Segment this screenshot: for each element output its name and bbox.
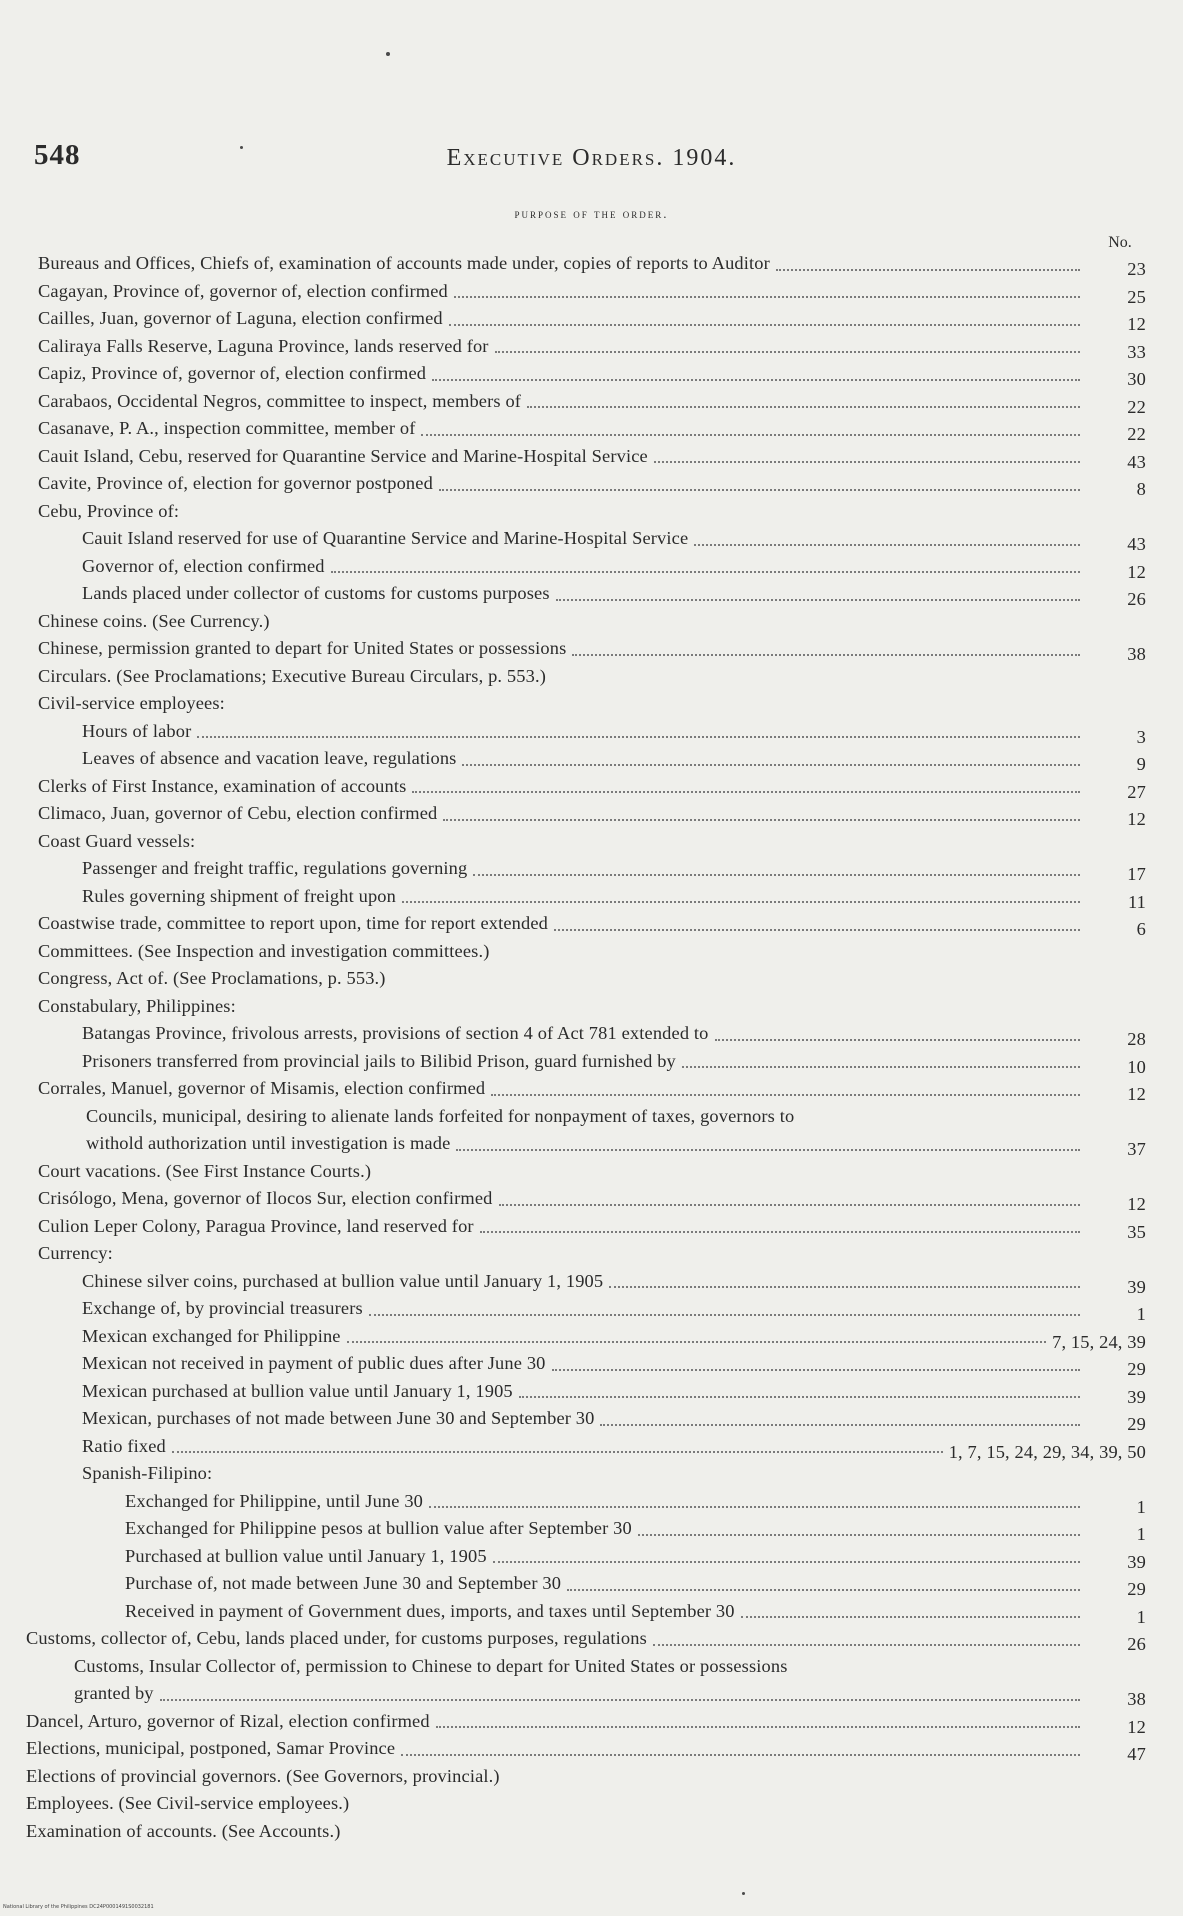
library-credit: National Library of the Philippines DC24P0001491S0032181 [3, 1904, 154, 1910]
leader-dots [454, 296, 1080, 298]
index-entry [26, 855, 1146, 883]
leader-dots [715, 1039, 1080, 1041]
entry-text: Lands placed under collector of customs for customs purposes [82, 583, 550, 603]
entry-text: Exchange of, by provincial treasurers [82, 1298, 363, 1318]
entry-order-number: 12 [1127, 561, 1146, 582]
entry-text: Prisoners transferred from provincial jails to Bilibid Prison, guard furnished by [82, 1050, 676, 1071]
leader-dots [402, 901, 1080, 903]
entry-text: Exchanged for Philippine pesos at bullion value after September 30 [125, 1518, 632, 1538]
leader-dots [519, 1396, 1080, 1398]
index-entry [26, 1515, 1146, 1543]
leader-dots [347, 1341, 1046, 1343]
index-entry [26, 250, 1146, 278]
entry-order-number: 10 [1127, 1056, 1146, 1077]
index-entry [26, 388, 1146, 416]
entry-text: Court vacations. (See First Instance Courts.) [38, 1160, 372, 1181]
leader-dots [741, 1616, 1080, 1618]
index-entry [26, 718, 1146, 746]
index-entry [26, 333, 1146, 361]
leader-dots [456, 1149, 1080, 1151]
entry-order-number: 43 [1127, 534, 1146, 554]
entry-text: Rules governing shipment of freight upon [82, 885, 396, 906]
entry-text: Mexican, purchases of not made between June 30 and September 30 [82, 1408, 595, 1428]
entry-order-number: 1 [1136, 1606, 1146, 1627]
entry-continuation: withold authorization until investigation is made [86, 1133, 451, 1153]
index-entry [26, 1653, 1146, 1708]
entry-order-number: 12 [1127, 809, 1146, 829]
index-entry [26, 1763, 1146, 1791]
index-entry [26, 883, 1146, 911]
leader-dots [527, 406, 1080, 408]
entry-order-number: 1, 7, 15, 24, 29, 34, 39, 50 [948, 1441, 1146, 1462]
entry-text: Congress, Act of. (See Proclamations, p. 553.) [38, 968, 386, 988]
entry-text: Customs, Insular Collector of, permission to Chinese to depart for United States or possessions [74, 1655, 788, 1676]
leader-dots [638, 1534, 1080, 1536]
leader-dots [401, 1754, 1080, 1756]
leader-dots [493, 1561, 1080, 1563]
entry-order-number: 22 [1127, 424, 1146, 444]
index-entry [26, 1103, 1146, 1158]
index-entry [26, 1405, 1146, 1433]
index-entry [26, 800, 1146, 828]
entry-text: Received in payment of Government dues, imports, and taxes until September 30 [125, 1600, 735, 1621]
leader-dots [449, 324, 1080, 326]
entry-text: Dancel, Arturo, governor of Rizal, election confirmed [26, 1710, 430, 1731]
entry-text: Cavite, Province of, election for governor postponed [38, 473, 433, 493]
index-entry [26, 1735, 1146, 1763]
leader-dots [572, 654, 1080, 656]
index-entry [26, 1790, 1146, 1818]
entry-text: Exchanged for Philippine, until June 30 [125, 1490, 424, 1511]
index-entry [26, 470, 1146, 498]
entry-order-number: 7, 15, 24, 39 [1052, 1331, 1146, 1352]
entry-text: Committees. (See Inspection and investigation committees.) [38, 940, 490, 961]
leader-dots [462, 764, 1080, 766]
entry-text: Civil-service employees: [38, 693, 225, 713]
entry-order-number: 29 [1127, 1579, 1146, 1599]
index-entry [26, 993, 1146, 1021]
leader-dots [495, 351, 1080, 353]
entry-text: Constabulary, Philippines: [38, 995, 236, 1016]
index-entry [26, 1268, 1146, 1296]
column-label-no: No. [1108, 234, 1132, 251]
entry-text: Purchased at bullion value until January 1, 1905 [125, 1545, 487, 1566]
leader-dots [600, 1424, 1080, 1426]
entry-order-number: 22 [1127, 396, 1146, 417]
index-entry [26, 635, 1146, 663]
index-entry [26, 1075, 1146, 1103]
index-entry [26, 498, 1146, 526]
entry-text: Cailles, Juan, governor of Laguna, election confirmed [38, 308, 443, 328]
entry-order-number: 12 [1127, 1194, 1146, 1214]
leader-dots [653, 1644, 1080, 1646]
index-entry [26, 1213, 1146, 1241]
index-entry [26, 1598, 1146, 1626]
index-entry [26, 1818, 1146, 1846]
entry-order-number: 37 [1127, 1139, 1146, 1159]
entry-text: Mexican purchased at bullion value until January 1, 1905 [82, 1380, 513, 1401]
leader-dots [421, 434, 1080, 436]
index-entry [26, 1158, 1146, 1186]
entry-order-number: 17 [1127, 864, 1146, 884]
index-entry [26, 773, 1146, 801]
index-entry [26, 415, 1146, 443]
index-entry [26, 745, 1146, 773]
entry-continuation: granted by [74, 1683, 154, 1703]
entry-text: Spanish-Filipino: [82, 1463, 213, 1483]
index-entry [26, 443, 1146, 471]
entry-text: Passenger and freight traffic, regulations governing [82, 858, 468, 878]
index-entry [26, 580, 1146, 608]
index-entry [26, 525, 1146, 553]
entry-text: Corrales, Manuel, governor of Misamis, election confirmed [38, 1078, 486, 1098]
leader-dots [473, 874, 1080, 876]
entry-text: Culion Leper Colony, Paragua Province, land reserved for [38, 1215, 474, 1236]
entry-order-number: 39 [1127, 1276, 1146, 1297]
entry-order-number: 33 [1127, 341, 1146, 362]
leader-dots [197, 736, 1080, 738]
entry-text: Climaco, Juan, governor of Cebu, election confirmed [38, 803, 438, 823]
entry-text: Elections, municipal, postponed, Samar Province [26, 1738, 396, 1758]
index-entry [26, 1708, 1146, 1736]
entry-order-number: 38 [1127, 644, 1146, 664]
entry-order-number: 23 [1127, 259, 1146, 279]
leader-dots [556, 599, 1080, 601]
entry-order-number: 25 [1127, 286, 1146, 307]
entry-order-number: 30 [1127, 369, 1146, 389]
entry-text: Casanave, P. A., inspection committee, member of [38, 418, 416, 438]
index-entry [26, 690, 1146, 718]
index-entry [26, 305, 1146, 333]
entry-text: Crisólogo, Mena, governor of Ilocos Sur, election confirmed [38, 1188, 493, 1208]
bottom-speck [742, 1892, 745, 1895]
entry-text: Chinese, permission granted to depart for United States or possessions [38, 638, 567, 658]
entry-text: Batangas Province, frivolous arrests, provisions of section 4 of Act 781 extended to [82, 1023, 709, 1043]
leader-dots [552, 1369, 1080, 1371]
leader-dots [432, 379, 1080, 381]
entry-order-number: 9 [1136, 754, 1146, 774]
index-entry [26, 910, 1146, 938]
index-entry [26, 1020, 1146, 1048]
entry-text: Elections of provincial governors. (See Governors, provincial.) [26, 1765, 500, 1786]
entry-text: Mexican not received in payment of public dues after June 30 [82, 1353, 546, 1373]
entry-text: Cagayan, Province of, governor of, election confirmed [38, 280, 448, 301]
entry-order-number: 3 [1136, 726, 1146, 747]
entry-order-number: 11 [1127, 891, 1146, 912]
index-entry [26, 965, 1146, 993]
entry-text: Ratio fixed [82, 1435, 166, 1456]
leader-dots [443, 819, 1080, 821]
entry-text: Employees. (See Civil-service employees.) [26, 1793, 350, 1813]
entry-text: Leaves of absence and vacation leave, regulations [82, 748, 457, 768]
entry-text: Capiz, Province of, governor of, election confirmed [38, 363, 427, 383]
entry-order-number: 1 [1136, 1524, 1146, 1544]
entry-text: Coast Guard vessels: [38, 830, 196, 851]
entry-order-number: 12 [1127, 1084, 1146, 1104]
entry-text: Coastwise trade, committee to report upon, time for report extended [38, 913, 549, 933]
entry-order-number: 12 [1127, 1716, 1146, 1737]
leader-dots [554, 929, 1080, 931]
entry-order-number: 6 [1136, 919, 1146, 939]
page-number: 548 [34, 139, 81, 171]
entry-order-number: 8 [1136, 479, 1146, 499]
entry-text: Chinese coins. (See Currency.) [38, 610, 270, 631]
leader-dots [480, 1231, 1080, 1233]
entry-order-number: 43 [1127, 451, 1146, 472]
index-entry [26, 608, 1146, 636]
entry-text: Caliraya Falls Reserve, Laguna Province, lands reserved for [38, 335, 489, 356]
index-entry [26, 553, 1146, 581]
entry-order-number: 26 [1127, 1634, 1146, 1654]
leader-dots [776, 269, 1080, 271]
leader-dots [609, 1286, 1080, 1288]
running-title: Executive Orders. 1904. [446, 145, 737, 171]
index-entry [26, 938, 1146, 966]
index-entries [26, 250, 1146, 1845]
entry-text: Carabaos, Occidental Negros, committee to inspect, members of [38, 390, 522, 411]
index-entry [26, 1323, 1146, 1351]
index-entry [26, 360, 1146, 388]
index-entry [26, 278, 1146, 306]
entry-text: Currency: [38, 1243, 113, 1263]
leader-dots [429, 1506, 1080, 1508]
entry-text: Governor of, election confirmed [82, 555, 325, 576]
index-entry [26, 1543, 1146, 1571]
index-entry [26, 828, 1146, 856]
leader-dots [499, 1204, 1081, 1206]
section-title: purpose of the order. [514, 206, 669, 221]
entry-order-number: 12 [1127, 314, 1146, 334]
entry-text: Customs, collector of, Cebu, lands placed under, for customs purposes, regulations [26, 1628, 647, 1648]
leader-dots [567, 1589, 1080, 1591]
entry-order-number: 29 [1127, 1359, 1146, 1379]
entry-text: Chinese silver coins, purchased at bullion value until January 1, 1905 [82, 1270, 604, 1291]
head-speck [240, 146, 243, 149]
entry-text: Bureaus and Offices, Chiefs of, examination of accounts made under, copies of reports to Auditor [38, 253, 770, 273]
entry-text: Clerks of First Instance, examination of accounts [38, 775, 407, 796]
leader-dots [682, 1066, 1080, 1068]
index-entry [26, 1378, 1146, 1406]
index-entry [26, 1048, 1146, 1076]
entry-text: Cauit Island reserved for use of Quarantine Service and Marine-Hospital Service [82, 528, 689, 548]
leader-dots [439, 489, 1080, 491]
index-entry [26, 1625, 1146, 1653]
entry-order-number: 1 [1136, 1496, 1146, 1517]
entry-text: Councils, municipal, desiring to alienate lands forfeited for nonpayment of taxes, governors to [86, 1105, 795, 1126]
top-speck [386, 52, 390, 56]
entry-text: Circulars. (See Proclamations; Executive Bureau Circulars, p. 553.) [38, 665, 546, 686]
entry-order-number: 47 [1127, 1744, 1146, 1764]
leader-dots [369, 1314, 1080, 1316]
entry-order-number: 39 [1127, 1551, 1146, 1572]
leader-dots [172, 1451, 943, 1453]
index-entry [26, 1240, 1146, 1268]
entry-order-number: 29 [1127, 1414, 1146, 1434]
leader-dots [331, 571, 1080, 573]
leader-dots [412, 791, 1080, 793]
entry-text: Hours of labor [82, 720, 192, 741]
entry-order-number: 26 [1127, 589, 1146, 609]
entry-text: Examination of accounts. (See Accounts.) [26, 1820, 341, 1841]
entry-order-number: 35 [1127, 1221, 1146, 1242]
leader-dots [694, 544, 1080, 546]
entry-order-number: 28 [1127, 1029, 1146, 1049]
index-entry [26, 1460, 1146, 1488]
entry-text: Mexican exchanged for Philippine [82, 1325, 341, 1346]
entry-order-number: 39 [1127, 1386, 1146, 1407]
leader-dots [160, 1699, 1080, 1701]
index-entry [26, 663, 1146, 691]
entry-text: Purchase of, not made between June 30 and September 30 [125, 1573, 562, 1593]
index-entry [26, 1570, 1146, 1598]
entry-text: Cauit Island, Cebu, reserved for Quarantine Service and Marine-Hospital Service [38, 445, 648, 466]
entry-order-number: 27 [1127, 781, 1146, 802]
leader-dots [491, 1094, 1080, 1096]
entry-order-number: 1 [1136, 1304, 1146, 1324]
index-entry [26, 1295, 1146, 1323]
leader-dots [436, 1726, 1080, 1728]
index-entry [26, 1185, 1146, 1213]
entry-order-number: 38 [1127, 1689, 1146, 1709]
entry-text: Cebu, Province of: [38, 500, 180, 521]
index-entry [26, 1433, 1146, 1461]
leader-dots [654, 461, 1080, 463]
index-entry [26, 1350, 1146, 1378]
index-entry [26, 1488, 1146, 1516]
